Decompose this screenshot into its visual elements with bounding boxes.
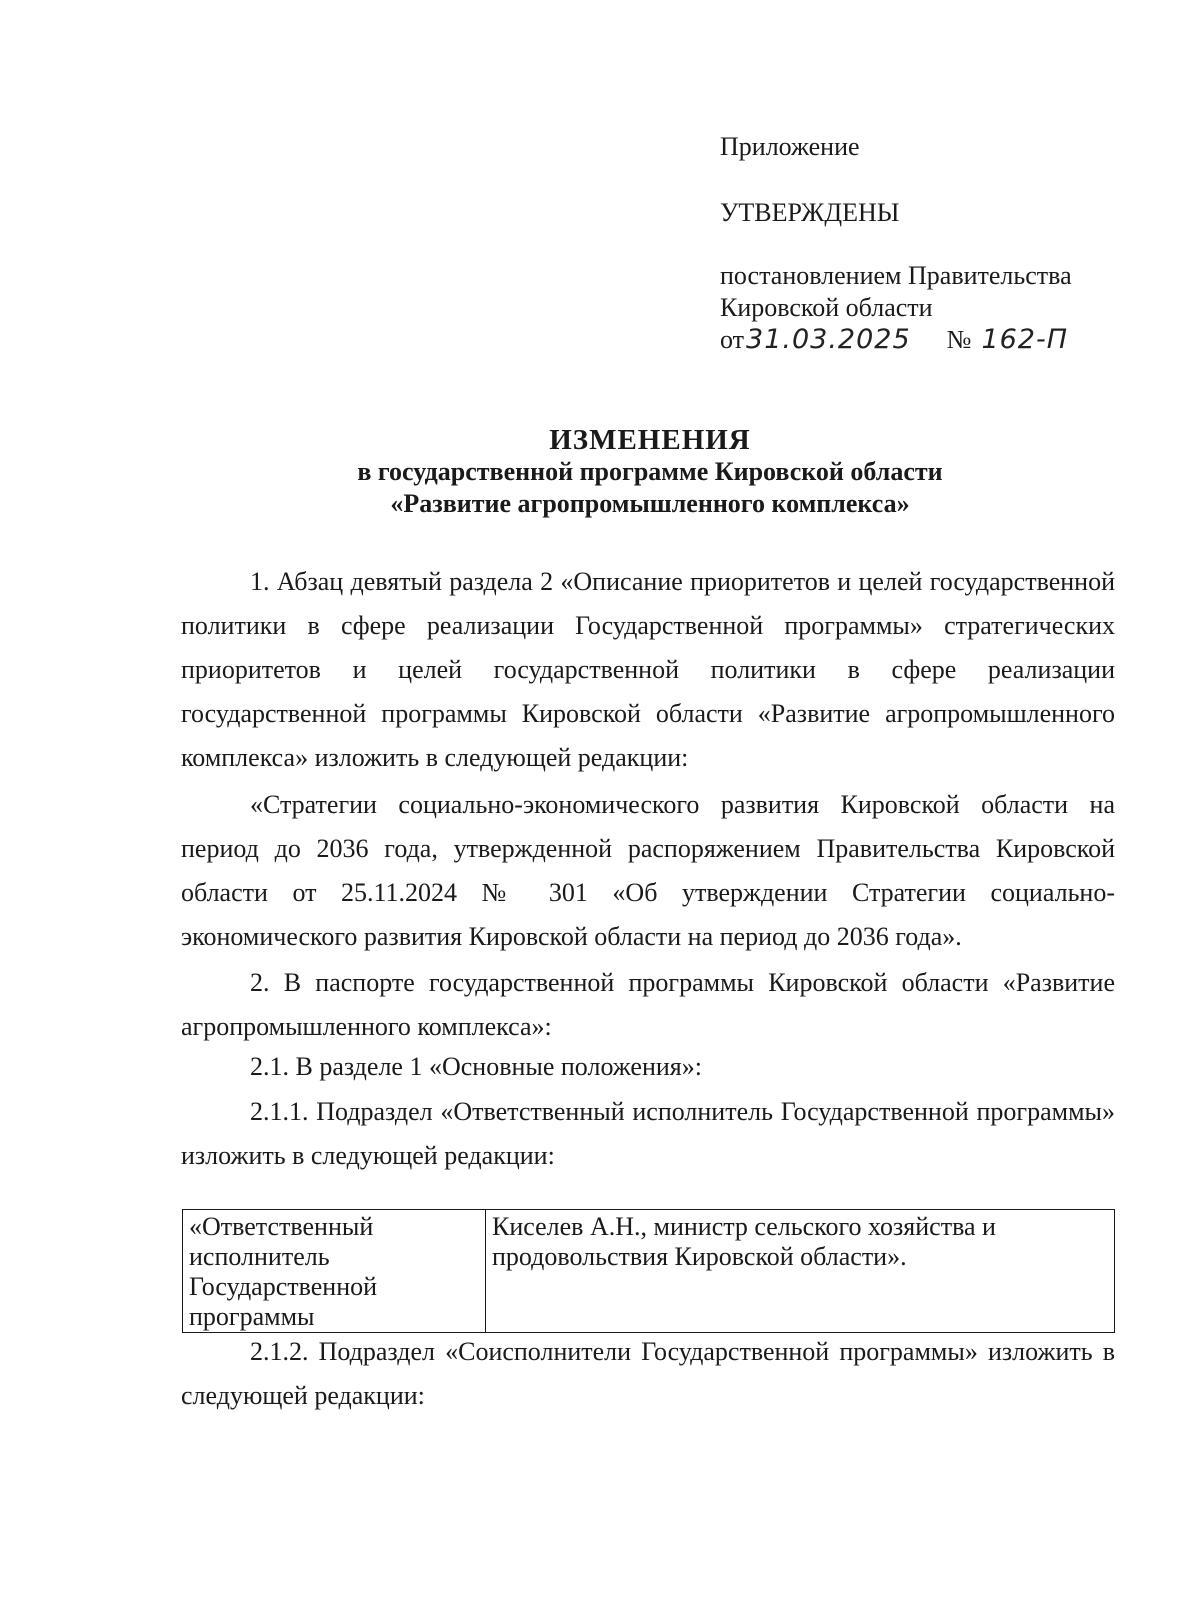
paragraph-2 <box>181 783 1115 959</box>
paragraph-6-text: 2.1.2. Подраздел «Соисполнители Государственной программы» изложить в следующей редакции: <box>181 1337 1115 1410</box>
decree-reference <box>720 260 1072 356</box>
title-main: ИЗМЕНЕНИЯ <box>549 424 751 456</box>
decree-date-number <box>720 324 1072 356</box>
number-sign: № <box>946 325 972 354</box>
paragraph-4 <box>181 1045 1115 1089</box>
responsible-executor-table <box>182 1209 1115 1333</box>
table-cell-label: «Ответственный исполнитель Государственной программы <box>183 1210 486 1333</box>
table-cell-value: Киселев А.Н., министр сельского хозяйства и продовольствия Кировской области». <box>486 1210 1115 1333</box>
approved-label: УТВЕРЖДЕНЫ <box>720 198 900 227</box>
decree-line-2: Кировской области <box>720 293 933 322</box>
paragraph-1-text: 1. Абзац девятый раздела 2 «Описание приоритетов и целей государственной политики в сфере реализации Государственной программы» стратегических приоритетов и целей государственной политики в сфере реализации государственной программы Кировской области «Развитие агропромышленного комплекса» изложить в следующей редакции: <box>181 567 1115 772</box>
paragraph-4-text: 2.1. В разделе 1 «Основные положения»: <box>250 1052 702 1081</box>
title-line-2: в государственной программе Кировской области <box>357 457 943 486</box>
table-row <box>183 1210 1115 1333</box>
decree-line-1: постановлением Правительства <box>720 261 1072 290</box>
paragraph-1 <box>181 560 1115 780</box>
paragraph-5-text: 2.1.1. Подраздел «Ответственный исполнитель Государственной программы» изложить в следующей редакции: <box>181 1097 1115 1170</box>
paragraph-3 <box>181 961 1115 1049</box>
document-title <box>180 424 1120 520</box>
paragraph-6 <box>181 1330 1115 1418</box>
handwritten-number: 162-П <box>981 324 1069 355</box>
paragraph-2-text: «Стратегии социально-экономического развития Кировской области на период до 2036 года, утвержденной распоряжением Правительства Кировской области от 25.11.2024 № 301 «Об утверждении Стратегии социально-экономического развития Кировской области на период до 2036 года». <box>181 790 1115 951</box>
appendix-label: Приложение <box>720 132 860 161</box>
date-prefix: от <box>720 325 745 354</box>
title-line-3: «Развитие агропромышленного комплекса» <box>390 489 910 518</box>
paragraph-3-text: 2. В паспорте государственной программы Кировской области «Развитие агропромышленного комплекса»: <box>181 968 1115 1041</box>
paragraph-5 <box>181 1090 1115 1178</box>
handwritten-date: 31.03.2025 <box>746 324 911 355</box>
